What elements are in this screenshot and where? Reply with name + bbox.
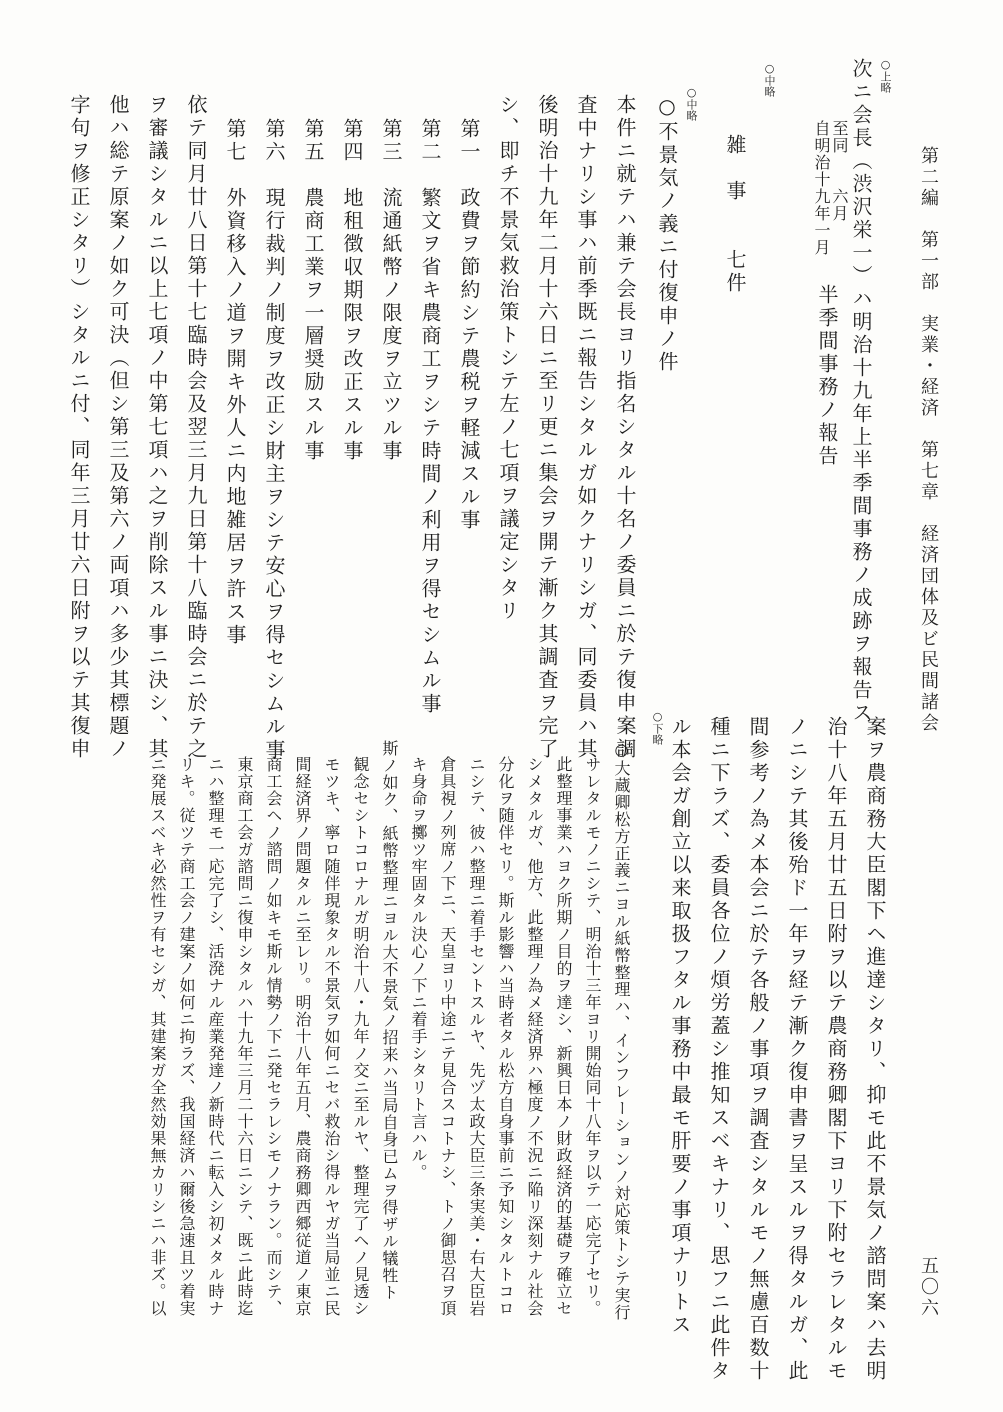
editor-note-column: ニ発展スベキ必然性ヲ有セシガ、其建案ガ全然効果無カリシニハ非ズ。以 xyxy=(148,756,167,1317)
editor-note-column: サレタルモノニシテ、明治十三年ヨリ開始同十八年ヲ以テ一応完了セリ。 xyxy=(583,756,602,1317)
omission-mark-middle: ○中略 xyxy=(685,86,698,121)
text-column: 案ヲ農商務大臣閣下ヘ進達シタリ、抑モ此不景気ノ諮問案ハ去明 xyxy=(863,716,887,1383)
editor-note-column: 東京商工会ガ諮問ニ復申シタルハ十九年三月二十六日ニシテ、既ニ此時迄 xyxy=(235,756,254,1317)
text-column: 査中ナリシ事ハ前季既ニ報告シタルガ如クナリシガ、同委員ハ其 xyxy=(574,94,598,761)
editor-note-column: モツキ、寧ロ随伴現象タル不景気ヲ如何ニセバ救治シ得ルヤガ当局並ニ民 xyxy=(322,756,341,1317)
editor-note-column: ニシテ、彼ハ整理ニ着手セントスルヤ、先ヅ太政大臣三条実美・右大臣岩 xyxy=(467,756,486,1317)
text-column: 治十八年五月廿五日附ヲ以テ農商務卿閣下ヨリ下附セラレタルモ xyxy=(824,716,848,1383)
text-column: 後明治十九年二月十六日ニ至リ更ニ集会ヲ開テ漸ク其調査ヲ完了 xyxy=(535,94,559,761)
date-range-to: 至同 六月 xyxy=(830,120,849,222)
editor-note-column: 間経済界ノ問題タルニ至レリ。明治十八年五月、農商務卿西郷従道ノ東京 xyxy=(293,756,312,1317)
editor-note-column: 此整理事業ハヨク所期ノ目的ヲ達シ、新興日本ノ財政経済的基礎ヲ確立セ xyxy=(554,756,573,1317)
list-item: 第六 現行裁判ノ制度ヲ改正シ財主ヲシテ安心ヲ得セシムル事 xyxy=(262,118,286,762)
list-item: 第三 流通紙幣ノ限度ヲ立ツル事 xyxy=(379,118,403,463)
list-item: 第二 繁文ヲ省キ農商工ヲシテ時間ノ利用ヲ得セシムル事 xyxy=(418,118,442,716)
editor-note-column: 倉具視ノ列席ノ下ニ、天皇ヨリ中途ニテ見合スコトナシ、トノ御思召ヲ頂 xyxy=(438,756,457,1317)
editor-note-column: 観念セシトコロナルガ明治十八・九年ノ交ニ至ルヤ、整理完了ヘノ見透シ xyxy=(351,756,370,1317)
list-item: 第四 地租徴収期限ヲ改正スル事 xyxy=(340,118,364,463)
text-column: 字句ヲ修正シタリ）シタルニ付、同年三月廿六日附ヲ以テ其復申 xyxy=(67,94,91,761)
editor-note-column: 分化ヲ随伴セリ。斯ル影響ハ当時者タル松方自身事前ニ予知シタルトコロ xyxy=(496,756,515,1317)
text-column: ノニシテ其後殆ド一年ヲ経テ漸ク復申書ヲ呈スルヲ得タルガ、此 xyxy=(785,716,809,1383)
item-heading: ○不景気ノ義ニ付復申ノ件 xyxy=(655,94,679,374)
editor-note-column: ニハ整理モ一応完了シ、活溌ナル産業発達ノ新時代ニ転入シ初メタル時ナ xyxy=(206,756,225,1317)
text-column: 他ハ総テ原案ノ如ク可決（但シ第三及第六ノ両項ハ多少其標題ノ xyxy=(106,94,130,761)
editor-note-column: 斯ノ如ク、紙幣整理ニヨル大不景気ノ招来ハ当局自身已ムヲ得ザル犠牲ト xyxy=(380,740,399,1301)
list-item: 第五 農商工業ヲ一層奨励スル事 xyxy=(301,118,325,463)
text-column: 次ニ会長（渋沢栄一）ハ明治十九年上半季間事務ノ成跡ヲ報告ス xyxy=(849,58,873,725)
report-title: 半季間事務ノ報告 xyxy=(815,284,839,468)
text-column: 間参考ノ為メ本会ニ於テ各般ノ事項ヲ調査シタルモノ無慮百数十 xyxy=(746,716,770,1383)
page-number: 五〇六 xyxy=(918,1256,939,1319)
list-item: 第七 外資移入ノ道ヲ開キ外人ニ内地雑居ヲ許ス事 xyxy=(223,118,247,647)
text-column: ル本会ガ創立以来取扱フタル事務中最モ肝要ノ事項ナリトス xyxy=(668,716,692,1337)
editor-note-column: リキ。従ツテ商工会ノ建案ノ如何ニ拘ラズ、我国経済ハ爾後急速且ツ着実 xyxy=(177,756,196,1317)
section-heading: 雑 事 七件 xyxy=(723,134,747,295)
text-column: 種ニ下ラズ、委員各位ノ煩労蓋シ推知スベキナリ、思フニ此件タ xyxy=(707,716,731,1383)
list-item: 第一 政費ヲ節約シテ農税ヲ軽減スル事 xyxy=(457,118,481,532)
editor-note-column: ○大蔵卿松方正義ニヨル紙幣整理ハ、インフレーションノ対応策トシテ実行 xyxy=(612,740,631,1321)
text-column: 依テ同月廿八日第十七臨時会及翌三月九日第十八臨時会ニ於テ之 xyxy=(184,94,208,761)
editor-note-column: シメタルガ、他方、此整理ノ為メ経済界ハ極度ノ不況ニ陥リ深刻ナル社会 xyxy=(525,756,544,1317)
editor-note-column: キ身命ヲ擲ツ牢固タル決心ノ下ニ着手シタリト言ハル。 xyxy=(409,756,428,1181)
omission-mark-below: ○下略 xyxy=(651,710,664,745)
text-column: ヲ審議シタルニ以上七項ノ中第七項ハ之ヲ削除スル事ニ決シ、其 xyxy=(145,94,169,761)
omission-mark-above: ○上略 xyxy=(879,58,892,93)
text-column: 本件ニ就テハ兼テ会長ヨリ指名シタル十名ノ委員ニ於テ復申案調 xyxy=(613,94,637,761)
date-range-from: 自明治十九年一月 xyxy=(812,120,831,256)
text-column: シ、即チ不景気救治策トシテ左ノ七項ヲ議定シタリ xyxy=(496,94,520,623)
omission-mark-middle: ○中略 xyxy=(763,62,776,97)
editor-note-column: 商工会ヘノ諮問ノ如キモ斯ル情勢ノ下ニ発セラレシモノナラン。而シテ、 xyxy=(264,756,283,1317)
running-head: 第二編 第一部 実業・経済 第七章 経済団体及ビ民間諸会 xyxy=(918,146,939,734)
